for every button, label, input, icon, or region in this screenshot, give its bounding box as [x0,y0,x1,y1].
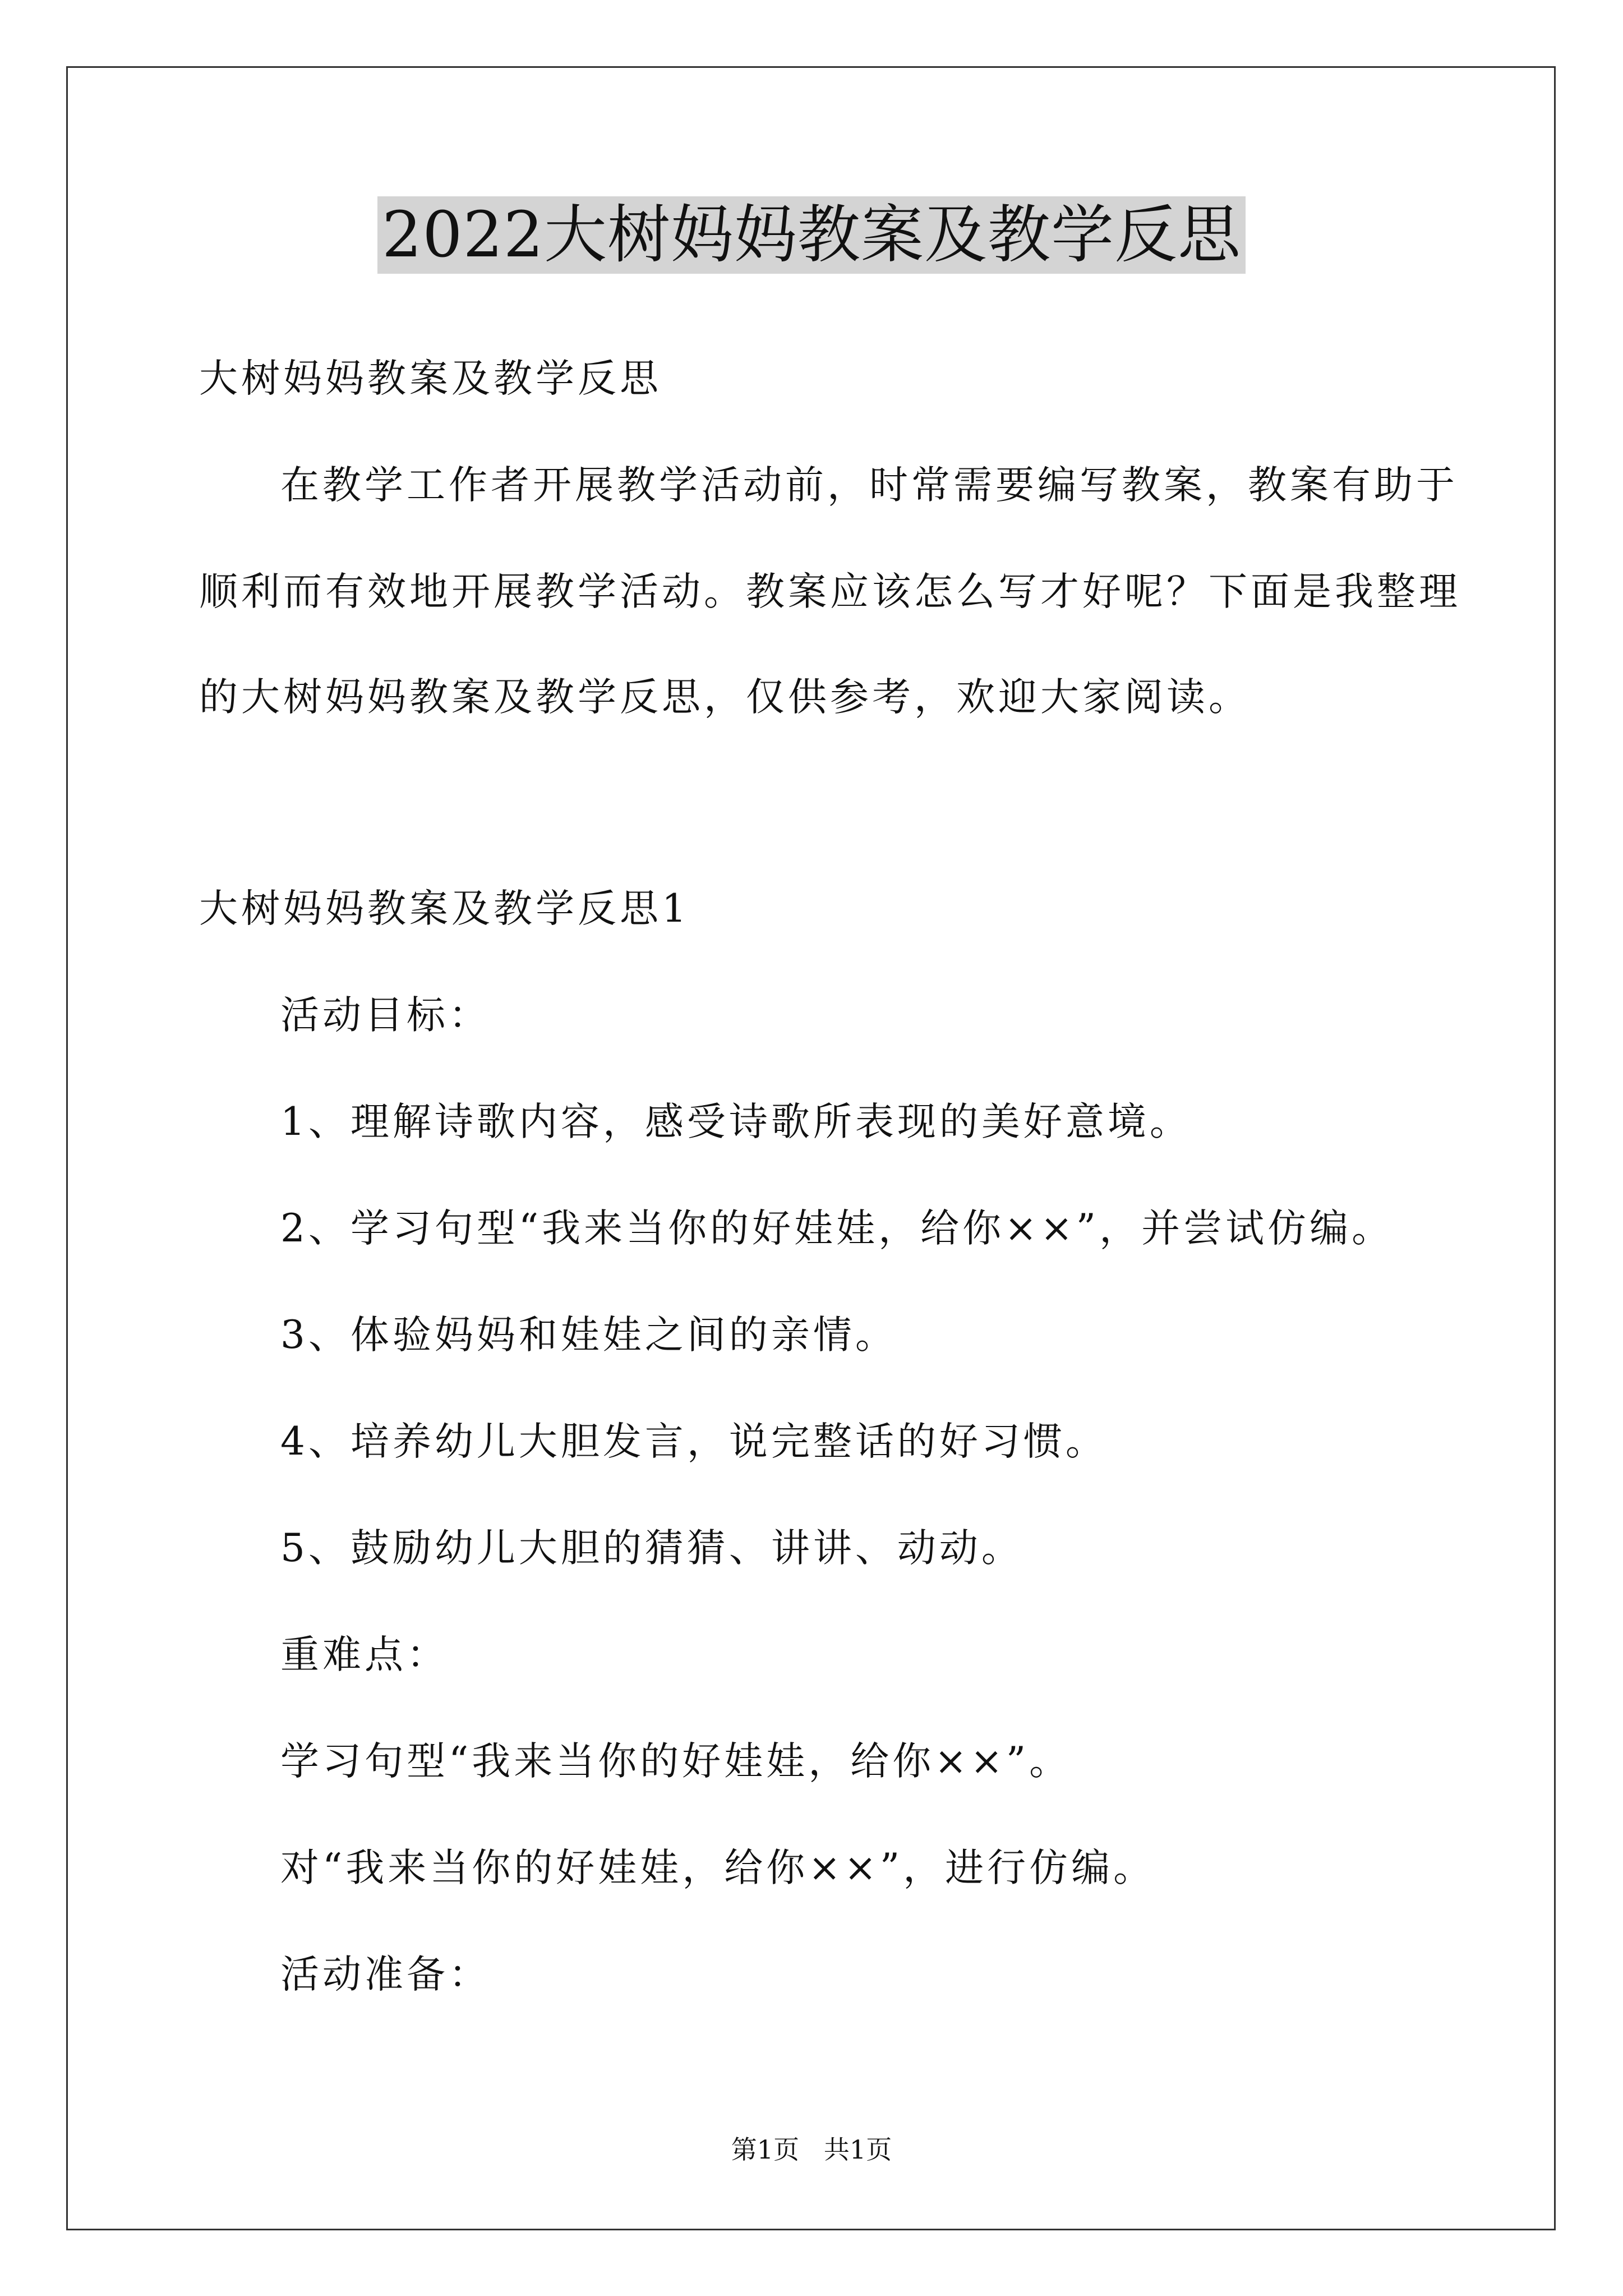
key-points-heading: 重难点： [280,1632,449,1677]
prep-heading: 活动准备： [280,1952,491,1997]
subtitle: 大树妈妈教案及教学反思 [199,356,662,401]
intro-line-2: 顺利而有效地开展教学活动。教案应该怎么写才好呢？下面是我整理 [199,569,1461,614]
document-title: 2022大树妈妈教案及教学反思 [377,196,1246,274]
intro-line-1: 在教学工作者开展教学活动前，时常需要编写教案，教案有助于 [280,463,1458,508]
goal-item: 4、培养幼儿大胆发言，说完整话的好习惯。 [280,1419,1108,1464]
intro-line-3: 的大树妈妈教案及教学反思，仅供参考，欢迎大家阅读。 [199,675,1251,720]
page-number-footer: 第1页 共1页 [731,2134,892,2165]
goal-item: 2、学习句型“我来当你的好娃娃，给你××”，并尝试仿编。 [280,1206,1394,1251]
goal-item: 3、体验妈妈和娃娃之间的亲情。 [280,1313,897,1358]
goal-item: 1、理解诗歌内容，感受诗歌所表现的美好意境。 [280,1099,1192,1144]
section-heading: 大树妈妈教案及教学反思1 [199,886,690,931]
goals-heading: 活动目标： [280,993,491,1038]
key-point-item: 学习句型“我来当你的好娃娃，给你××”。 [280,1739,1072,1784]
key-point-item: 对“我来当你的好娃娃，给你××”，进行仿编。 [280,1846,1156,1890]
title-container [0,196,1623,274]
goal-item: 5、鼓励幼儿大胆的猜猜、讲讲、动动。 [280,1526,1023,1571]
